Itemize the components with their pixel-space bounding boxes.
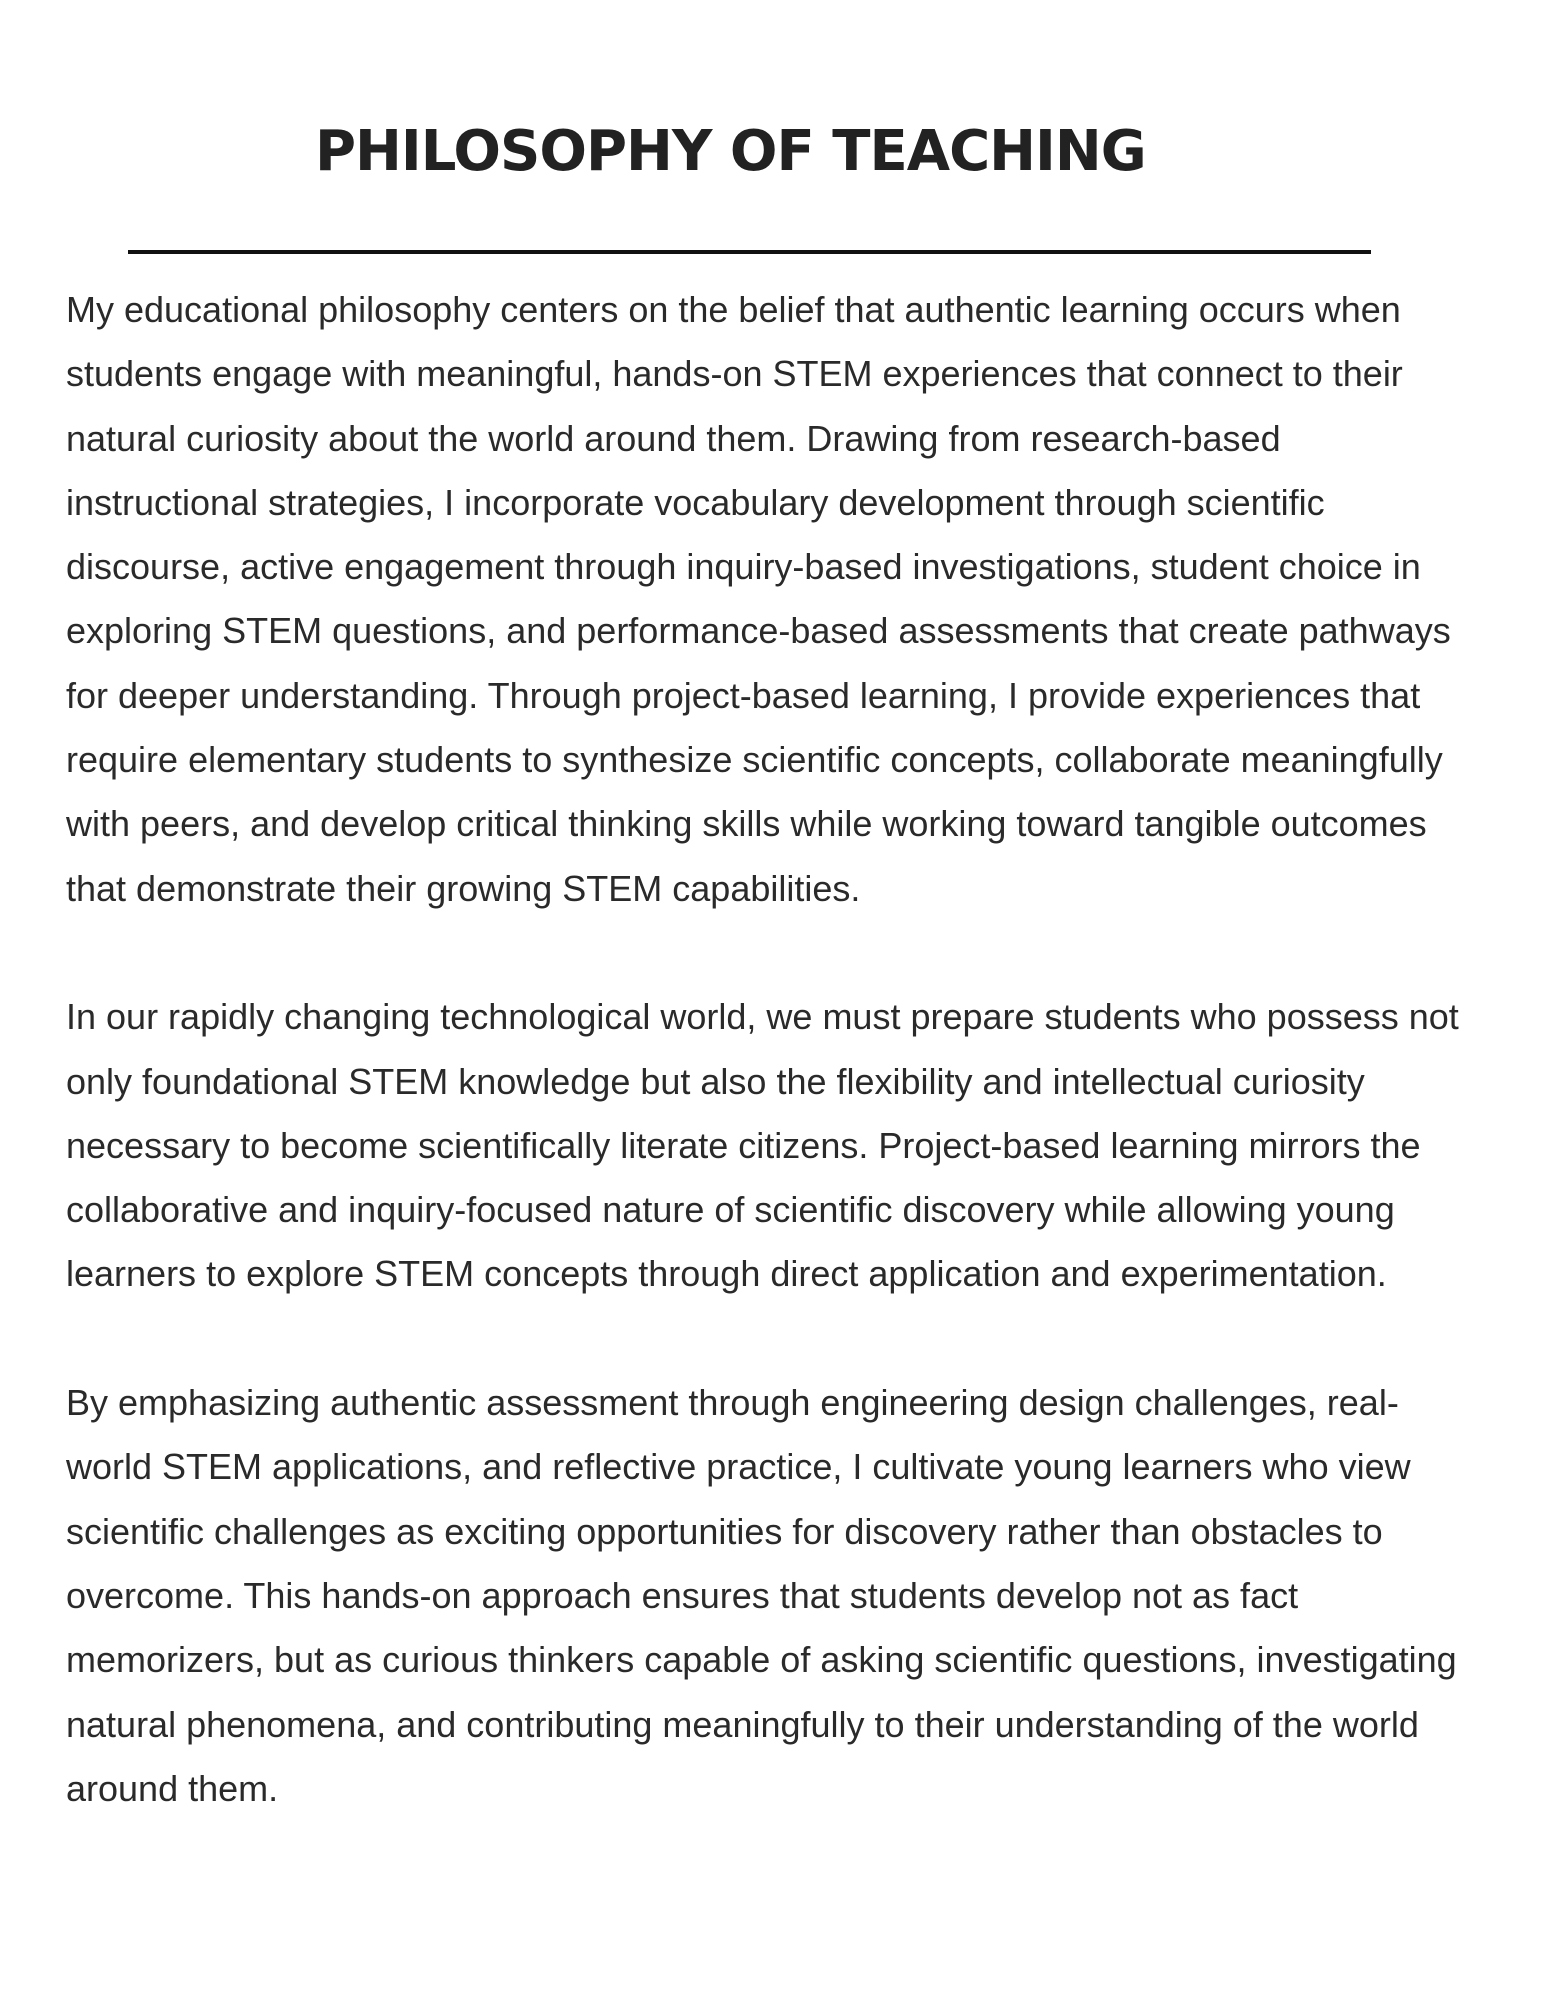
paragraph-1: My educational philosophy centers on the belief that authentic learning occurs when students engage with meaningful, hands-on STEM experiences that connect to their natural curiosity about the world around them. Drawing from research-based instructional strategies, I incorporate vocabulary development through scientific discourse, active engagement through inquiry-based investigations, student choice in exploring STEM questions, and performance-based assessments that create pathways for deeper understanding. Through project-based learning, I provide experiences that require elementary students to synthesize scientific concepts, collaborate meaningfully with peers, and develop critical thinking skills while working toward tangible outcomes that demonstrate their growing STEM capabilities. bbox=[66, 289, 1451, 909]
document-body bbox=[66, 278, 1481, 1821]
paragraph-2: In our rapidly changing technological world, we must prepare students who possess not only foundational STEM knowledge but also the flexibility and intellectual curiosity necessary to become scientifically literate citizens. Project-based learning mirrors the collaborative and inquiry-focused nature of scientific discovery while allowing young learners to explore STEM concepts through direct application and experimentation. bbox=[66, 996, 1459, 1295]
paragraph-3: By emphasizing authentic assessment through engineering design challenges, real-world STEM applications, and reflective practice, I cultivate young learners who view scientific challenges as exciting opportunities for discovery rather than obstacles to overcome. This hands-on approach ensures that students develop not as fact memorizers, but as curious thinkers capable of asking scientific questions, investigating natural phenomena, and contributing meaningfully to their understanding of the world around them. bbox=[66, 1382, 1457, 1809]
title-divider bbox=[128, 250, 1371, 254]
document-title: PHILOSOPHY OF TEACHING bbox=[315, 119, 1146, 184]
